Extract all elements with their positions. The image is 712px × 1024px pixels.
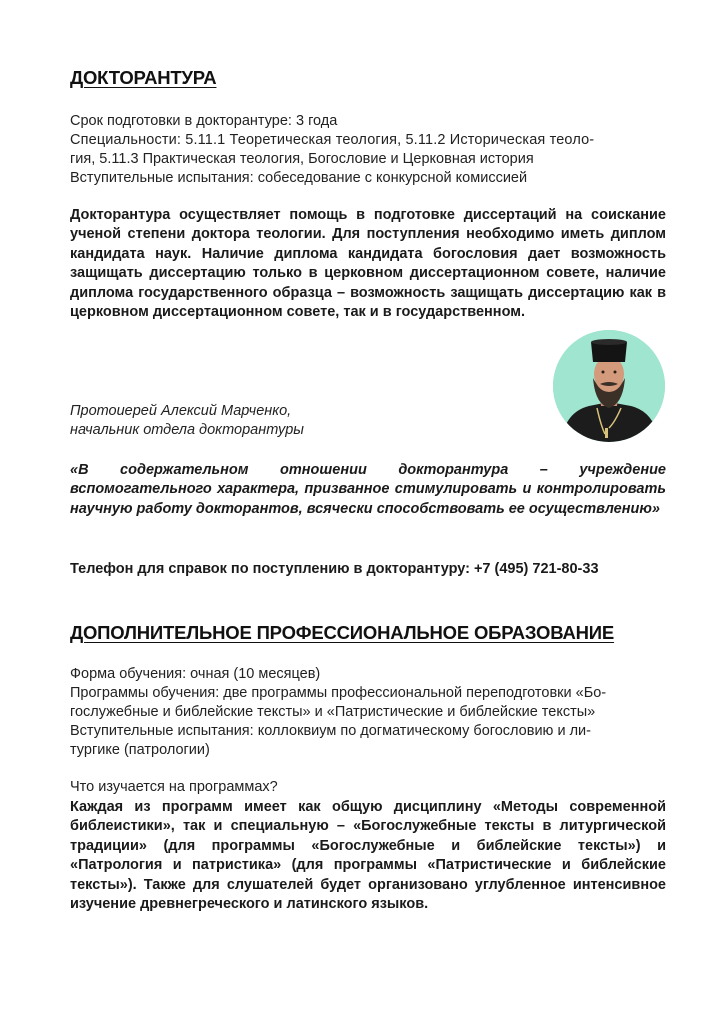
doctorate-info — [70, 112, 666, 188]
doctorate-info-line: гия, 5.11.3 Практическая теология, Богословие и Церковная история — [70, 151, 534, 167]
doctorate-title: ДОКТОРАНТУРА — [70, 67, 217, 88]
dpo-info-line: Программы обучения: две программы профессиональной переподготовки «Бо- — [70, 685, 607, 701]
dpo-info-line: тургике (патрологии) — [70, 742, 210, 758]
dpo-description: Каждая из программ имеет как общую дисциплину «Методы современной библеистики», так и специальную – «Богослужебные тексты в литургической традиции» (для программы «Богослужебные и библейские тексты») и «Патрология и патристика» (для программы «Патристические и библейские тексты»). Также для слушателей будет организовано углубленное интенсивное изучение древнегреческого и латинского языков. — [70, 799, 666, 913]
doctorate-quote: «В содержательном отношении докторантура – учреждение вспомогательного характера, призванное стимулировать и контролировать научную работу докторантов, всячески способствовать ее осуществлению» — [70, 462, 666, 517]
dpo-info-line: Форма обучения: очная (10 месяцев) — [70, 666, 321, 682]
doctorate-info-line: Вступительные испытания: собеседование с конкурсной комиссией — [70, 170, 528, 186]
doctorate-description: Докторантура осуществляет помощь в подготовке диссертаций на соискание ученой степени доктора теологии. Для поступления необходимо иметь диплом кандидата наук. Наличие диплома кандидата богословия дает возможность защищать диссертацию только в церковном диссертационном совете, наличие диплома государственного образца – возможность защищать диссертацию как в церковном диссертационном совете, так и в государственном. — [70, 207, 666, 321]
dpo-info-line: Вступительные испытания: коллоквиум по догматическому богословию и ли- — [70, 723, 591, 739]
dpo-info — [70, 665, 666, 760]
person-role: начальник отдела докторантуры — [70, 422, 304, 438]
dpo-question: Что изучается на программах? — [70, 779, 278, 795]
doctorate-info-line: Специальности: 5.11.1 Теоретическая теология, 5.11.2 Историческая теоло- — [70, 132, 595, 148]
priest-portrait-photo — [553, 330, 665, 442]
dpo-info-line: гослужебные и библейские тексты» и «Патристические и библейские тексты» — [70, 704, 596, 720]
doctorate-info-line: Срок подготовки в докторантуре: 3 года — [70, 113, 338, 129]
portrait-illustration — [553, 330, 665, 442]
dpo-title: ДОПОЛНИТЕЛЬНОЕ ПРОФЕССИОНАЛЬНОЕ ОБРАЗОВАНИЕ — [70, 622, 615, 643]
person-name: Протоиерей Алексий Марченко, — [70, 403, 292, 419]
doctorate-phone: Телефон для справок по поступлению в докторантуру: +7 (495) 721-80-33 — [70, 561, 599, 577]
